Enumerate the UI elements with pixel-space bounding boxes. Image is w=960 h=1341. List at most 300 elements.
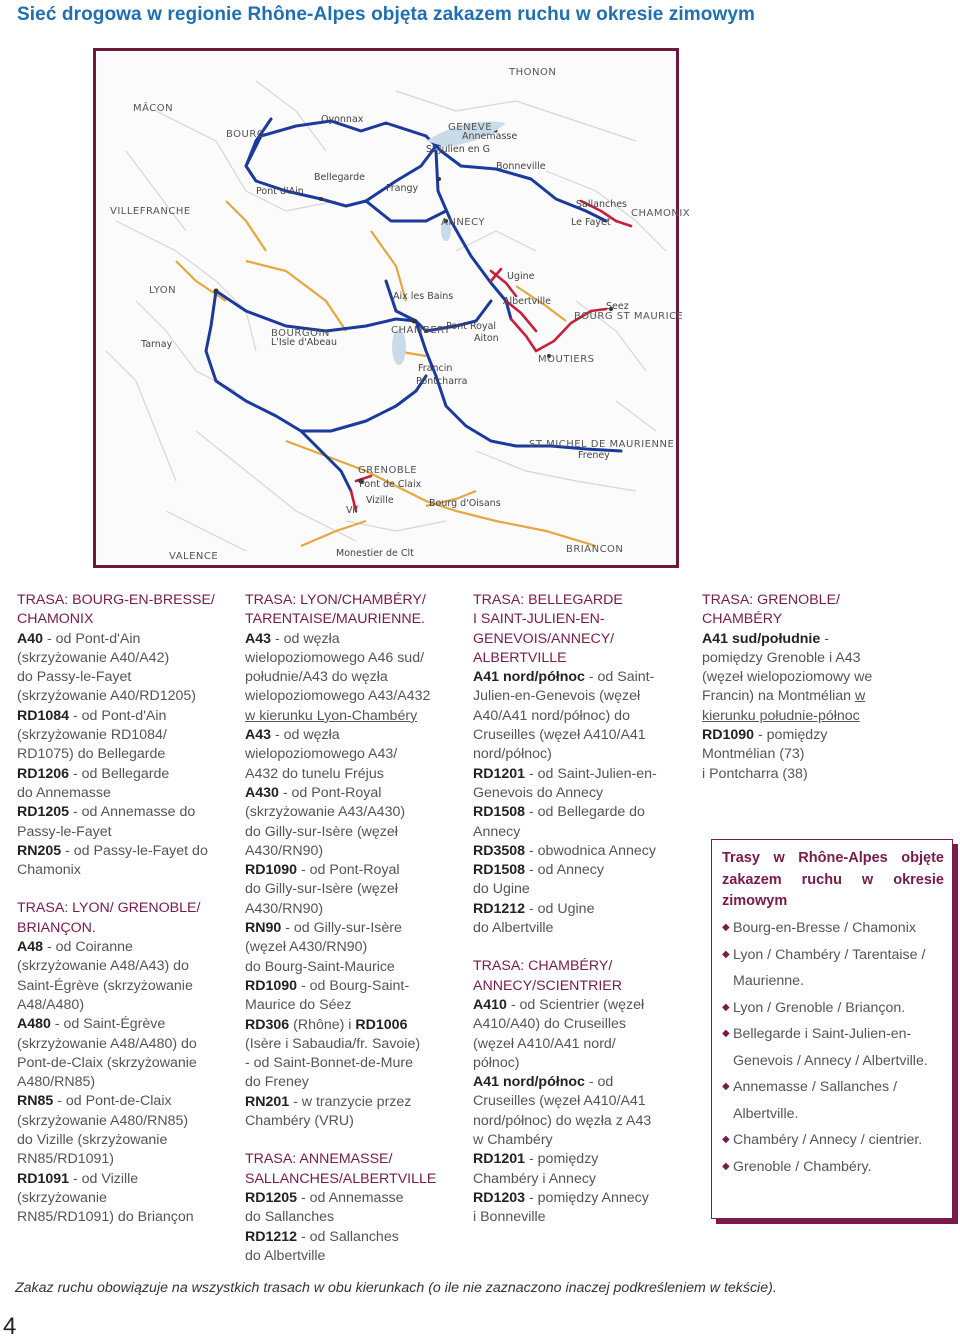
diamond-bullet-icon: ◆: [722, 922, 730, 933]
route-text: Chambéry i Annecy: [473, 1170, 597, 1187]
route-text: Francin) na Montmélian: [702, 688, 855, 705]
map-label-annecy: ANNECY: [441, 217, 486, 228]
route-text: nord/północ): [473, 746, 552, 763]
route-line: [245, 842, 467, 861]
route-line: [702, 687, 932, 706]
legend-item: [722, 995, 950, 1022]
map-label-st-michel: ST MICHEL DE MAURIENNE: [529, 439, 675, 450]
route-line: [245, 861, 467, 880]
route-line: [245, 765, 467, 784]
route-line: [473, 707, 695, 726]
route-line: [245, 707, 467, 726]
route-text: RD1075) do Bellegarde: [17, 746, 166, 763]
route-text: nord/północ) do węzła z A43: [473, 1112, 652, 1129]
route-text: i Pontcharra (38): [702, 765, 808, 782]
route-title: TRASA: LYON/CHAMBÉRY/: [245, 592, 426, 608]
route-text: kierunku południe-północ: [702, 707, 860, 724]
route-text: - od Passy-le-Fayet do: [61, 842, 208, 859]
footnote: Zakaz ruchu obowiązuje na wszystkich trasach w obu kierunkach (o ile nie zaznaczono inaczej podkreśleniem w tekście).: [15, 1280, 777, 1296]
route-text: - od Saint-Julien-en-: [525, 765, 657, 782]
route-line: [245, 803, 467, 822]
legend-item: [722, 1074, 950, 1127]
page-number: 4: [3, 1313, 17, 1340]
route-line: [245, 958, 467, 977]
route-line: [702, 765, 932, 784]
road-code: RD1090: [245, 977, 298, 994]
route-text: w: [854, 688, 866, 705]
route-title: TRASA: CHAMBÉRY/: [473, 958, 613, 975]
map-label-bsm: BOURG ST MAURICE: [574, 311, 684, 322]
route-line: [473, 765, 695, 784]
map-label-fayet: Le Fayet: [571, 217, 611, 228]
route-text: (skrzyżowanie A48/A43) do: [17, 958, 189, 975]
map-label-bellegarde: Bellegarde: [314, 172, 365, 183]
route-line: [473, 1015, 695, 1034]
route-text: (skrzyżowanie: [17, 1189, 107, 1206]
route-text: - od: [584, 1074, 614, 1091]
route-text: - od Bellegarde do: [525, 804, 645, 821]
route-text: RN85/RD1091) do Briançon: [17, 1209, 194, 1226]
road-code: RN201: [245, 1093, 290, 1110]
route-line: [17, 687, 239, 706]
map-label-lisle: L'Isle d'Abeau: [271, 337, 338, 348]
route-line: [17, 707, 239, 726]
route-text: - od Pont-Royal: [278, 784, 382, 801]
route-text: Maurice do Séez: [245, 997, 352, 1014]
route-line: [17, 996, 239, 1015]
route-text: do Gilly-sur-Isère (węzeł: [245, 823, 398, 840]
routes-column-3: [473, 591, 695, 1247]
route-title: TRASA: LYON/ GRENOBLE/: [17, 900, 201, 917]
route-block: [245, 591, 467, 1131]
diamond-bullet-icon: ◆: [722, 1001, 730, 1013]
routes-column-4: [702, 591, 932, 803]
route-line: [17, 1131, 239, 1150]
route-text: - od Coiranne: [43, 939, 133, 956]
route-line: [245, 687, 467, 706]
route-line: [245, 1189, 467, 1208]
road-code: RD1508: [473, 804, 526, 821]
route-line: [473, 842, 695, 861]
map-label-albertville: Albertville: [503, 296, 552, 307]
route-text: - w tranzycie przez: [289, 1093, 412, 1110]
route-text: - obwodnica Annecy: [525, 842, 656, 859]
map-label-seez: Seez: [606, 301, 629, 312]
legend-item-text: Annemasse / Sallanches / Albertville.: [733, 1079, 898, 1122]
route-line: [245, 745, 467, 764]
route-line: [245, 1208, 467, 1227]
route-text: (skrzyżowanie A40/A42): [17, 649, 170, 666]
route-text: Pont-de-Claix (skrzyżowanie: [17, 1054, 197, 1071]
map-label-moutiers: MOUTIERS: [538, 354, 595, 365]
route-line: [473, 784, 695, 803]
route-line: [17, 726, 239, 745]
route-line: [245, 938, 467, 957]
map-label-vizille: Vizille: [366, 495, 394, 506]
map-label-monestier: Monestier de Clt: [336, 548, 414, 559]
route-text: (węzeł A410/A41 nord/: [473, 1035, 616, 1052]
route-text: - od Pont-d'Ain: [69, 707, 167, 724]
road-code: RD1203: [473, 1189, 526, 1206]
route-line: [702, 649, 932, 668]
region-map: [93, 48, 691, 568]
map-label-oyonnax: Oyonnax: [321, 114, 364, 125]
route-text: - od Pont-de-Claix: [53, 1093, 172, 1110]
legend-item-text: Chambéry / Annecy / cientrier.: [733, 1132, 923, 1148]
route-line: [17, 1015, 239, 1034]
route-line: [473, 726, 695, 745]
map-label-geneve: GENEVE: [448, 122, 493, 133]
route-line: [245, 649, 467, 668]
road-code: RN205: [17, 842, 62, 859]
route-text: do Albertville: [473, 920, 554, 937]
route-text: pomiędzy Grenoble i A43: [702, 649, 861, 666]
route-text: Julien-en-Genevois (węzeł: [473, 688, 641, 705]
route-text: Chamonix: [17, 862, 81, 879]
route-block: [17, 591, 239, 880]
route-text: Genevois do Annecy: [473, 784, 604, 801]
legend-item-text: Lyon / Chambéry / Tarentaise / Maurienne.: [733, 946, 926, 989]
road-code: A41 nord/północ: [473, 1074, 585, 1091]
route-block: [17, 899, 239, 1227]
route-line: [17, 1092, 239, 1111]
route-text: A430/RN90): [245, 842, 324, 859]
map-label-grenoble: GRENOBLE: [358, 465, 418, 476]
road-code: RD1212: [245, 1228, 298, 1245]
route-line: [473, 880, 695, 899]
map-label-bourg: BOURG: [226, 129, 266, 140]
route-line: [473, 1150, 695, 1169]
route-line: [17, 1170, 239, 1189]
road-code: A41 nord/północ: [473, 669, 585, 686]
road-code: RN90: [245, 920, 282, 937]
route-text: - pomiędzy: [754, 727, 828, 744]
road-code: RD1201: [473, 765, 526, 782]
map-label-bonneville: Bonneville: [496, 161, 546, 172]
road-code: A430: [245, 784, 279, 801]
map-label-sallanches: Sallanches: [576, 199, 628, 210]
route-line: [245, 726, 467, 745]
route-text: - od Annemasse do: [69, 804, 196, 821]
route-line: [17, 803, 239, 822]
route-line: [245, 823, 467, 842]
route-line: [17, 938, 239, 957]
route-line: [17, 1054, 239, 1073]
route-title: SALLANCHES/ALBERTVILLE: [245, 1170, 437, 1187]
route-line: [17, 745, 239, 764]
road-code: RD1084: [17, 707, 70, 724]
route-text: - od Scientrier (węzeł: [506, 996, 645, 1013]
route-line: [17, 1112, 239, 1131]
route-text: A480/RN85): [17, 1074, 96, 1091]
route-line: [245, 1054, 467, 1073]
route-text: do Ugine: [473, 881, 530, 898]
route-text: Chambéry (VRU): [245, 1113, 354, 1130]
route-line: [17, 842, 239, 861]
road-code: A410: [473, 996, 507, 1013]
route-line: [17, 1189, 239, 1208]
route-text: - od Annemasse: [297, 1189, 404, 1206]
route-line: [702, 745, 932, 764]
road-code: A43: [245, 727, 272, 744]
route-line: [245, 1247, 467, 1266]
route-text: (skrzyżowanie A40/RD1205): [17, 688, 196, 705]
routes-column-1: [17, 591, 239, 1247]
route-title: I SAINT-JULIEN-EN-: [473, 611, 605, 628]
route-line: [702, 668, 932, 687]
route-line: [245, 996, 467, 1015]
route-text: -: [820, 630, 829, 647]
road-code: RD306: [245, 1016, 290, 1033]
route-title: GENEVOIS/ANNECY/: [473, 630, 615, 647]
map-label-bourg-oisans: Bourg d'Oisans: [429, 498, 501, 509]
legend-item-text: Bourg-en-Bresse / Chamonix: [733, 920, 916, 936]
route-text: (skrzyżowanie A43/A430): [245, 804, 406, 821]
route-line: [245, 1093, 467, 1112]
route-text: Montmélian (73): [702, 746, 805, 763]
legend-item-text: Grenoble / Chambéry.: [733, 1158, 872, 1175]
route-text: (węzeł A430/RN90): [245, 939, 368, 956]
route-line: [473, 1189, 695, 1208]
route-line: [17, 1150, 239, 1169]
route-line: [17, 861, 239, 880]
legend-item: [722, 915, 950, 942]
route-text: A40/A41 nord/północ) do: [473, 707, 630, 724]
route-text: - od Bellegarde: [69, 765, 170, 782]
route-title: TRASA: ANNEMASSE/: [245, 1151, 393, 1168]
route-text: do Bourg-Saint-Maurice: [245, 958, 395, 975]
route-text: i Bonneville: [473, 1209, 546, 1226]
road-code: RD1206: [17, 765, 70, 782]
route-line: [17, 977, 239, 996]
route-line: [17, 823, 239, 842]
map-label-ugine: Ugine: [507, 271, 535, 282]
route-text: (skrzyżowanie A480/RN85): [17, 1112, 189, 1129]
route-line: [245, 1112, 467, 1131]
route-line: [245, 784, 467, 803]
route-line: [245, 1073, 467, 1092]
road-code: RD1508: [473, 862, 526, 879]
route-text: - od Saint-: [584, 669, 655, 686]
road-code: A48: [17, 939, 44, 956]
road-code: A41 sud/południe: [702, 630, 821, 647]
route-line: [473, 687, 695, 706]
route-line: [17, 649, 239, 668]
route-title: ALBERTVILLE: [473, 649, 567, 666]
diamond-bullet-icon: ◆: [722, 1081, 730, 1092]
route-line: [17, 1073, 239, 1092]
road-code: RD1201: [473, 1151, 526, 1168]
map-label-villefranche: VILLEFRANCHE: [110, 206, 191, 217]
map-label-valence: VALENCE: [169, 551, 219, 562]
route-text: północ): [473, 1054, 520, 1071]
route-title: ANNECY/SCIENTRIER: [473, 977, 622, 994]
route-block: [245, 1150, 467, 1266]
route-line: [17, 1035, 239, 1054]
legend-item-text: Bellegarde i Saint-Julien-en-Genevois / Annecy / Albertville.: [733, 1026, 928, 1069]
route-text: do Gilly-sur-Isère (węzeł: [245, 881, 398, 898]
route-line: [245, 1016, 467, 1035]
road-code: RD1205: [245, 1189, 298, 1206]
road-code: RD1205: [17, 804, 70, 821]
map-label-pont-claix: Pont de Claix: [359, 479, 422, 490]
map-label-aiton: Aiton: [474, 333, 499, 344]
map-label-julien: St Julien en G: [426, 144, 491, 155]
route-text: Passy-le-Fayet: [17, 823, 112, 840]
legend-item-text: Lyon / Grenoble / Briançon.: [733, 999, 906, 1016]
route-line: [17, 784, 239, 803]
route-line: [245, 900, 467, 919]
route-line: [473, 1035, 695, 1054]
route-text: do Freney: [245, 1074, 309, 1091]
route-line: [473, 1131, 695, 1150]
map-label-briancon: BRIANCON: [566, 544, 624, 555]
route-text: do Vizille (skrzyżowanie: [17, 1132, 168, 1149]
route-title: TARENTAISE/MAURIENNE.: [245, 611, 425, 628]
road-code: RN85: [17, 1093, 54, 1110]
route-text: - pomiędzy Annecy: [525, 1189, 649, 1206]
map-label-bourgoin: BOURGOIN: [271, 328, 330, 339]
map-label-chambery: CHAMBERY: [391, 325, 451, 336]
route-line: [17, 1208, 239, 1227]
diamond-bullet-icon: ◆: [722, 948, 730, 960]
page-title: Sieć drogowa w regionie Rhône-Alpes objęta zakazem ruchu w okresie zimowym: [17, 4, 756, 25]
map-label-vif: Vif: [346, 505, 359, 516]
route-text: - od Bourg-Saint-: [297, 977, 410, 994]
route-line: [702, 630, 932, 649]
map-label-francin: Francin: [418, 363, 453, 374]
map-label-aix: Aix les Bains: [393, 291, 454, 302]
route-text: Cruseilles (węzeł A410/A41: [473, 1093, 646, 1110]
road-code: A40: [17, 630, 44, 647]
route-line: [245, 1035, 467, 1054]
route-text: RN85/RD1091): [17, 1151, 114, 1168]
route-text: - od Vizille: [69, 1170, 139, 1187]
routes-column-2: [245, 591, 467, 1285]
route-text: - od Saint-Égrève: [50, 1016, 166, 1033]
route-title: BRIANÇON.: [17, 919, 96, 936]
route-text: - pomiędzy: [525, 1151, 599, 1168]
map-label-frangy: Frangy: [386, 183, 419, 194]
route-text: do Passy-le-Fayet: [17, 669, 132, 686]
route-text: Annecy: [473, 823, 521, 840]
route-text: A430/RN90): [245, 900, 324, 917]
route-line: [473, 823, 695, 842]
route-text: A410/A40) do Cruseilles: [473, 1016, 626, 1033]
route-line: [473, 919, 695, 938]
route-line: [473, 1092, 695, 1111]
route-text: w kierunku Lyon-Chambéry: [245, 707, 418, 724]
route-text: Saint-Égrève (skrzyżowanie: [17, 977, 193, 994]
route-text: (skrzyżowanie RD1084/: [17, 727, 167, 744]
road-code: A480: [17, 1016, 51, 1033]
route-line: [473, 1208, 695, 1227]
route-text: do Sallanches: [245, 1209, 335, 1226]
route-block: [473, 957, 695, 1227]
route-line: [17, 668, 239, 687]
map-label-tarnay: Tarnay: [141, 339, 173, 350]
route-text: (Isère i Sabaudia/fr. Savoie): [245, 1035, 421, 1052]
route-line: [473, 745, 695, 764]
route-text: - od Saint-Bonnet-de-Mure: [245, 1055, 413, 1072]
legend-box: [711, 839, 953, 1219]
route-line: [17, 765, 239, 784]
map-label-lyon: LYON: [149, 285, 177, 296]
map-label-chamonix: CHAMONIX: [631, 208, 691, 219]
route-line: [473, 668, 695, 687]
diamond-bullet-icon: ◆: [722, 1028, 730, 1039]
route-text: wielopoziomowego A43/: [245, 746, 398, 763]
route-line: [17, 630, 239, 649]
legend-item: [722, 1021, 950, 1074]
map-label-annemasse: Annemasse: [462, 131, 518, 142]
road-code: RD3508: [473, 842, 526, 859]
route-text: - od węzła: [271, 630, 340, 647]
route-text: (węzeł wielopoziomowy we: [702, 669, 873, 686]
map-label-thonon: THONON: [509, 67, 557, 78]
route-line: [473, 1112, 695, 1131]
route-text: do Annemasse: [17, 784, 111, 801]
route-line: [473, 1054, 695, 1073]
route-line: [473, 1170, 695, 1189]
route-text: południe/A43 do węzła: [245, 669, 388, 686]
route-block: [702, 591, 932, 784]
legend-list: [722, 915, 950, 1180]
map-label-pontcharra: Pontcharra: [416, 376, 468, 387]
route-text: - od Pont-Royal: [297, 862, 400, 879]
map-label-freney: Freney: [578, 450, 610, 461]
legend-title: Trasy w Rhône-Alpes objęte zakazem ruchu w okresie zimowym: [722, 850, 944, 909]
route-text: - od Annecy: [525, 862, 604, 879]
route-line: [245, 630, 467, 649]
route-line: [245, 977, 467, 996]
route-text: A48/A480): [17, 996, 85, 1013]
route-text: - od Ugine: [525, 900, 595, 917]
route-text: (Rhône) i: [289, 1016, 356, 1033]
route-line: [245, 1228, 467, 1247]
route-text: - od Gilly-sur-Isère: [281, 920, 402, 937]
route-text: (skrzyżowanie A48/A480) do: [17, 1035, 197, 1052]
route-line: [473, 996, 695, 1015]
route-text: - od Sallanches: [297, 1228, 399, 1245]
route-line: [245, 919, 467, 938]
road-code: RD1090: [245, 862, 298, 879]
road-code: RD1006: [355, 1016, 408, 1033]
diamond-bullet-icon: ◆: [722, 1160, 730, 1172]
legend-item: [722, 1154, 950, 1181]
road-code: RD1212: [473, 900, 526, 917]
route-line: [245, 880, 467, 899]
route-text: do Albertville: [245, 1247, 326, 1264]
route-line: [702, 726, 932, 745]
route-line: [473, 803, 695, 822]
route-block: [473, 591, 695, 938]
route-title: TRASA: BOURG-EN-BRESSE/: [17, 592, 215, 608]
road-code: A43: [245, 630, 272, 647]
route-text: A432 do tunelu Fréjus: [245, 765, 384, 782]
route-line: [473, 900, 695, 919]
route-text: Cruseilles (węzeł A410/A41: [473, 727, 646, 744]
route-text: w Chambéry: [473, 1132, 553, 1149]
road-code: RD1091: [17, 1170, 70, 1187]
route-text: wielopoziomowego A46 sud/: [245, 649, 425, 666]
route-text: - od Pont-d'Ain: [43, 630, 141, 647]
route-line: [702, 707, 932, 726]
map-label-pont-ain: Pont d'Ain: [256, 186, 304, 197]
map-label-pont-royal: Pont Royal: [446, 321, 497, 332]
road-code: RD1090: [702, 727, 755, 744]
route-title: CHAMBÉRY: [702, 611, 783, 628]
